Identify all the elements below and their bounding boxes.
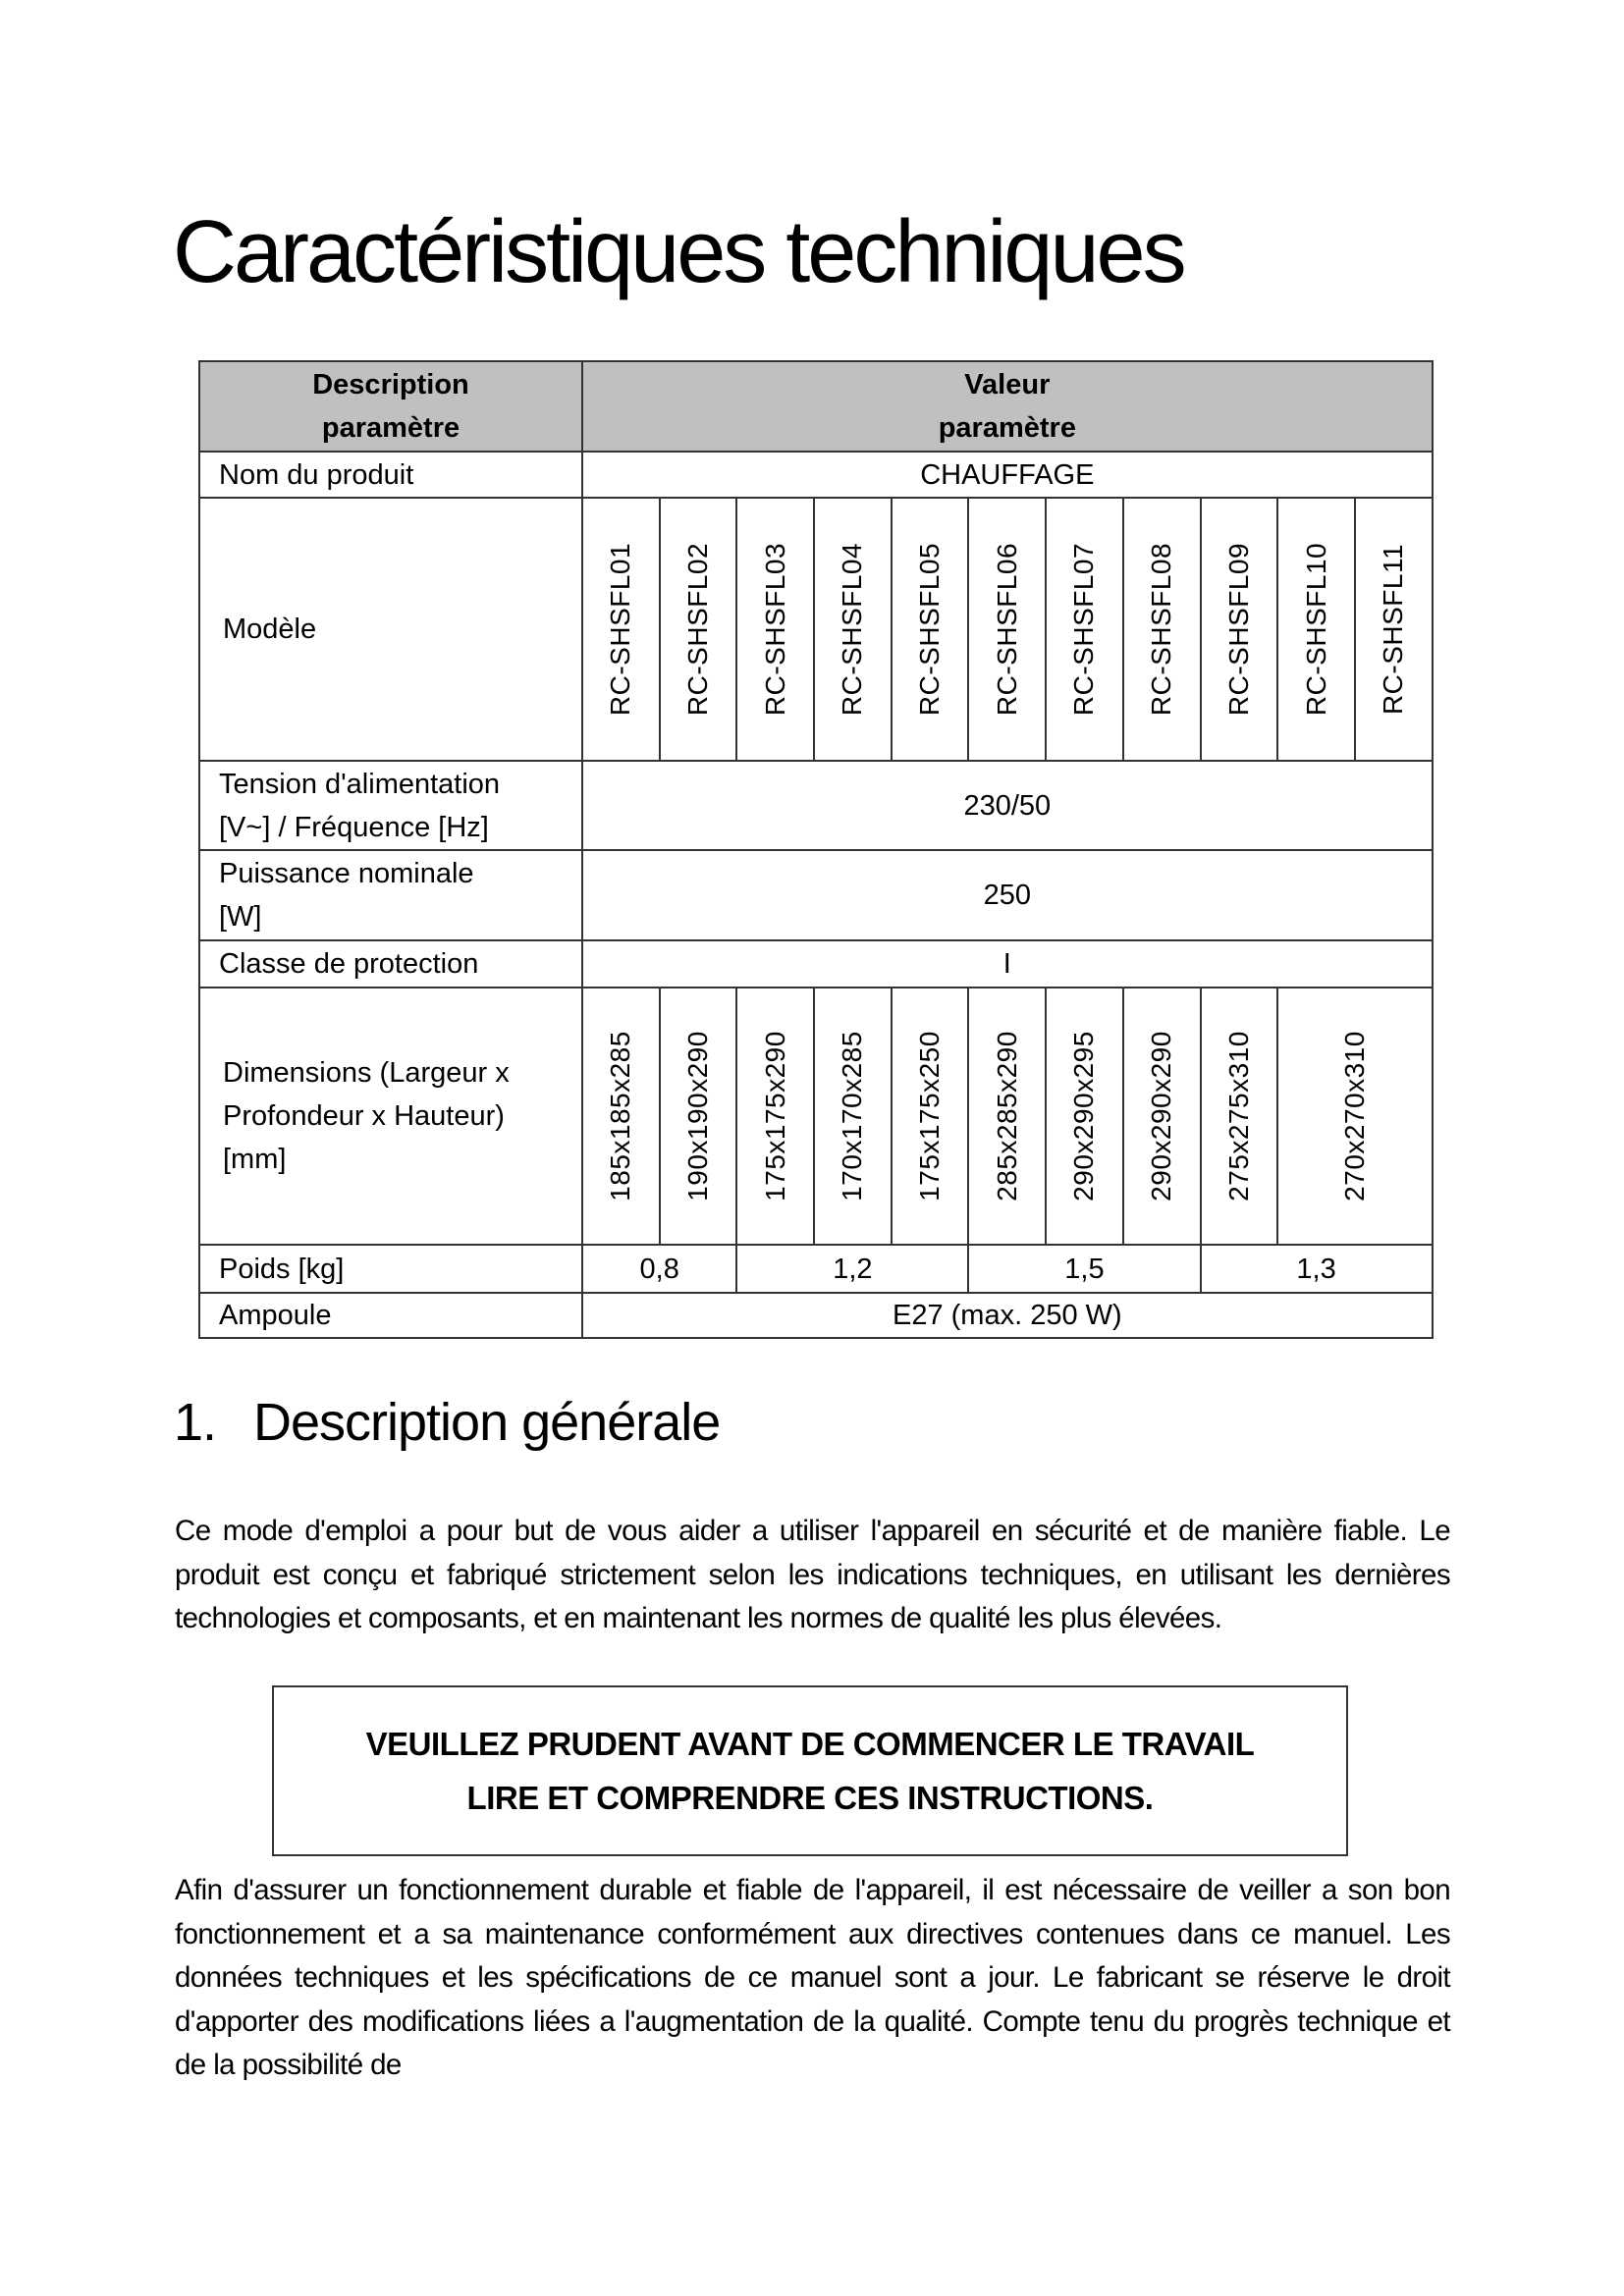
- dimension-cell: [736, 988, 814, 1245]
- dimension-cell: [1201, 988, 1278, 1245]
- dimension-cell: [892, 988, 969, 1245]
- section-heading: [174, 1393, 721, 1452]
- row-label: [199, 850, 582, 940]
- model-value: RC-SHSFL01: [605, 542, 636, 717]
- weight-value: 0,8: [582, 1245, 736, 1293]
- row-label: Modèle: [199, 498, 582, 761]
- model-value: RC-SHSFL10: [1300, 542, 1331, 717]
- warning-line-1: VEUILLEZ PRUDENT AVANT DE COMMENCER LE TRAVAIL: [365, 1726, 1255, 1762]
- model-cell: [1046, 498, 1123, 761]
- table-row-dimensions: [199, 988, 1433, 1245]
- product-name-value: CHAUFFAGE: [582, 452, 1433, 498]
- maintenance-paragraph: Afin d'assurer un fonctionnement durable et fiable de l'appareil, il est nécessaire de veiller a son bon fonctionnement et a sa maintenance conformément aux directives contenues dans ce manuel. Les données techniques et les spécifications de ce manuel sont a jour. Le fabricant se réserve le droit d'apporter des modifications liées a l'augmentation de la qualité. Compte tenu du progrès technique et de la possibilité de: [175, 1874, 1450, 2081]
- row-label-line: Puissance nominale: [219, 858, 474, 889]
- header-value: [582, 361, 1433, 452]
- model-value: RC-SHSFL02: [682, 542, 714, 717]
- dimension-value: 175x175x250: [914, 1031, 946, 1201]
- voltage-value: 230/50: [582, 761, 1433, 850]
- table-row-weight: [199, 1245, 1433, 1293]
- row-label-line: [mm]: [223, 1144, 287, 1175]
- model-cell: [1277, 498, 1355, 761]
- model-value: RC-SHSFL08: [1146, 542, 1177, 717]
- row-label: Nom du produit: [199, 452, 582, 498]
- bulb-value: E27 (max. 250 W): [582, 1293, 1433, 1338]
- table-row-model: [199, 498, 1433, 761]
- table-row-bulb: [199, 1293, 1433, 1338]
- model-cell: [736, 498, 814, 761]
- model-value: RC-SHSFL04: [837, 542, 868, 717]
- section-title: Description générale: [253, 1393, 721, 1452]
- dimension-value: 270x270x310: [1338, 1031, 1370, 1201]
- protection-class-value: I: [582, 940, 1433, 988]
- model-cell: [582, 498, 660, 761]
- table-row-power: [199, 850, 1433, 940]
- model-cell: [1123, 498, 1201, 761]
- page-title: Caractéristiques techniques: [173, 203, 1184, 301]
- header-value-line2: paramètre: [938, 412, 1076, 444]
- row-label-line: Profondeur x Hauteur): [223, 1100, 505, 1132]
- header-description: [199, 361, 582, 452]
- spec-table: [198, 360, 1434, 1339]
- model-value: RC-SHSFL06: [991, 542, 1022, 717]
- row-label-line: Tension d'alimentation: [219, 768, 501, 800]
- model-cell: [1355, 498, 1433, 761]
- section-number: 1.: [174, 1393, 217, 1452]
- table-header-row: [199, 361, 1433, 452]
- dimension-value: 190x190x290: [682, 1031, 714, 1201]
- dimension-value: 275x275x310: [1222, 1031, 1254, 1201]
- dimension-value: 290x290x295: [1068, 1031, 1100, 1201]
- intro-paragraph: Ce mode d'emploi a pour but de vous aider a utiliser l'appareil en sécurité et de manière fiable. Le produit est conçu et fabriqué strictement selon les indications techniques, en utilisant les dernières technologies et composants, et en maintenant les normes de qualité les plus élevées.: [175, 1515, 1450, 1634]
- warning-box: [272, 1685, 1348, 1856]
- table-row-product-name: [199, 452, 1433, 498]
- dimension-cell: [814, 988, 892, 1245]
- table-row-protection-class: [199, 940, 1433, 988]
- weight-value: 1,3: [1201, 1245, 1433, 1293]
- dimension-cell: [1277, 988, 1432, 1245]
- model-value: RC-SHSFL09: [1222, 542, 1254, 717]
- dimension-value: 290x290x290: [1146, 1031, 1177, 1201]
- dimension-cell: [1046, 988, 1123, 1245]
- model-cell: [892, 498, 969, 761]
- dimension-value: 175x175x290: [759, 1031, 790, 1201]
- header-description-line1: Description: [312, 369, 469, 400]
- model-cell: [660, 498, 737, 761]
- row-label-line: [W]: [219, 901, 262, 933]
- model-value: RC-SHSFL05: [914, 542, 946, 717]
- model-value: RC-SHSFL11: [1378, 543, 1409, 716]
- model-value: RC-SHSFL03: [759, 542, 790, 717]
- row-label-line: [V~] / Fréquence [Hz]: [219, 811, 489, 843]
- row-label: Poids [kg]: [199, 1245, 582, 1293]
- dimension-cell: [1123, 988, 1201, 1245]
- model-cell: [1201, 498, 1278, 761]
- row-label: Ampoule: [199, 1293, 582, 1338]
- row-label: [199, 988, 582, 1245]
- header-description-line2: paramètre: [321, 412, 460, 444]
- dimension-cell: [660, 988, 737, 1245]
- dimension-value: 285x285x290: [991, 1031, 1022, 1201]
- model-cell: [968, 498, 1046, 761]
- dimension-cell: [582, 988, 660, 1245]
- header-value-line1: Valeur: [964, 369, 1051, 400]
- dimension-value: 185x185x285: [605, 1031, 636, 1201]
- model-cell: [814, 498, 892, 761]
- model-value: RC-SHSFL07: [1068, 542, 1100, 717]
- row-label: Classe de protection: [199, 940, 582, 988]
- row-label: [199, 761, 582, 850]
- table-row-voltage: [199, 761, 1433, 850]
- power-value: 250: [582, 850, 1433, 940]
- dimension-value: 170x170x285: [837, 1031, 868, 1201]
- weight-value: 1,2: [736, 1245, 968, 1293]
- warning-line-2: LIRE ET COMPRENDRE CES INSTRUCTIONS.: [466, 1780, 1154, 1816]
- dimension-cell: [968, 988, 1046, 1245]
- row-label-line: Dimensions (Largeur x: [223, 1057, 510, 1089]
- weight-value: 1,5: [968, 1245, 1200, 1293]
